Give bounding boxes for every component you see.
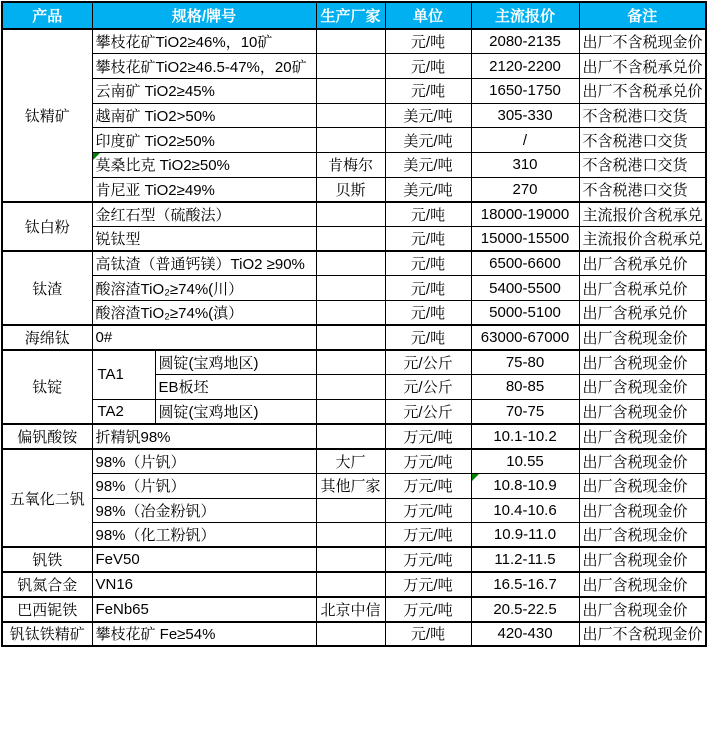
subspec-cell bbox=[155, 399, 316, 424]
price-cell bbox=[471, 622, 579, 647]
table-row bbox=[2, 424, 706, 449]
unit-cell-text: 美元/吨 bbox=[403, 181, 453, 199]
spec-cell-text: 攀枝花矿 Fe≥54% bbox=[95, 626, 216, 644]
price-cell bbox=[471, 572, 579, 597]
unit-cell-text: 万元/吨 bbox=[403, 601, 453, 619]
maker-cell bbox=[316, 622, 385, 647]
price-cell bbox=[471, 54, 579, 79]
comment-flag-icon bbox=[93, 153, 100, 160]
spec-cell-text: 攀枝花矿TiO2≥46%，10矿 bbox=[95, 34, 273, 52]
spec-cell bbox=[92, 547, 316, 572]
note-cell-text: 出厂不含税现金价 bbox=[582, 34, 703, 52]
subspec-cell-text: 圆锭(宝鸡地区) bbox=[158, 355, 259, 373]
note-cell bbox=[579, 276, 706, 301]
price-cell-text: 18000-19000 bbox=[480, 205, 570, 223]
unit-cell bbox=[385, 29, 471, 54]
maker-cell-text: 大厂 bbox=[335, 453, 366, 471]
note-cell-text: 不含税港口交货 bbox=[582, 157, 688, 175]
unit-cell-text: 万元/吨 bbox=[403, 552, 453, 570]
price-cell-text: 10.55 bbox=[506, 452, 544, 470]
spec-cell bbox=[92, 251, 316, 276]
price-cell-text: 16.5-16.7 bbox=[493, 575, 557, 593]
note-cell-text: 主流报价含税承兑 bbox=[582, 231, 703, 249]
product-cell-text: 钒钛铁精矿 bbox=[9, 626, 85, 644]
note-cell-text: 出厂含税现金价 bbox=[582, 502, 688, 520]
unit-cell bbox=[385, 622, 471, 647]
spec-cell bbox=[92, 523, 316, 548]
maker-cell bbox=[316, 547, 385, 572]
unit-cell bbox=[385, 572, 471, 597]
spec-cell-text: VN16 bbox=[95, 575, 134, 593]
spec-cell bbox=[92, 325, 316, 350]
maker-cell bbox=[316, 424, 385, 449]
note-cell-text: 出厂含税现金价 bbox=[582, 355, 688, 373]
maker-cell bbox=[316, 152, 385, 177]
spec-cell bbox=[92, 498, 316, 523]
maker-cell bbox=[316, 251, 385, 276]
note-cell bbox=[579, 473, 706, 498]
spec-cell bbox=[92, 276, 316, 301]
table-row bbox=[2, 622, 706, 647]
spec-cell bbox=[92, 152, 316, 177]
note-cell-text: 出厂含税现金价 bbox=[582, 403, 688, 421]
table-row bbox=[2, 473, 706, 498]
product-cell bbox=[2, 597, 92, 622]
note-cell bbox=[579, 498, 706, 523]
table-row bbox=[2, 152, 706, 177]
price-cell-text: 70-75 bbox=[505, 402, 545, 420]
note-cell-text: 出厂不含税现金价 bbox=[582, 626, 703, 644]
note-cell bbox=[579, 547, 706, 572]
unit-cell bbox=[385, 325, 471, 350]
price-cell bbox=[471, 350, 579, 375]
note-cell bbox=[579, 202, 706, 227]
spec-cell-text: 98%（冶金粉钒） bbox=[95, 502, 216, 520]
product-cell-text: 钛精矿 bbox=[24, 107, 70, 125]
price-table bbox=[1, 1, 707, 647]
product-cell-text: 巴西铌铁 bbox=[17, 601, 78, 619]
unit-cell-text: 美元/吨 bbox=[403, 157, 453, 175]
product-cell-text: 五氧化二钒 bbox=[9, 490, 85, 508]
table-row bbox=[2, 251, 706, 276]
note-cell bbox=[579, 152, 706, 177]
note-cell bbox=[579, 301, 706, 326]
unit-cell-text: 万元/吨 bbox=[403, 576, 453, 594]
unit-cell-text: 美元/吨 bbox=[403, 107, 453, 125]
note-cell bbox=[579, 177, 706, 202]
note-cell-text: 出厂含税现金价 bbox=[582, 330, 688, 348]
spec-cell-text: FeNb65 bbox=[95, 600, 149, 618]
unit-cell-text: 元/吨 bbox=[410, 206, 446, 224]
unit-cell-text: 万元/吨 bbox=[403, 502, 453, 520]
note-cell bbox=[579, 399, 706, 424]
unit-cell-text: 万元/吨 bbox=[403, 478, 453, 496]
unit-cell bbox=[385, 375, 471, 400]
spec-cell-text: 98%（片钒） bbox=[95, 453, 186, 471]
unit-cell bbox=[385, 301, 471, 326]
note-cell bbox=[579, 424, 706, 449]
price-cell-text: / bbox=[522, 131, 528, 149]
maker-cell bbox=[316, 350, 385, 375]
price-cell bbox=[471, 523, 579, 548]
maker-cell-text: 其他厂家 bbox=[320, 478, 381, 496]
unit-cell-text: 美元/吨 bbox=[403, 132, 453, 150]
unit-cell-text: 万元/吨 bbox=[403, 453, 453, 471]
maker-cell-text: 肯梅尔 bbox=[328, 157, 374, 175]
table-row bbox=[2, 54, 706, 79]
price-cell-text: 2080-2135 bbox=[489, 33, 561, 51]
spec-cell-text: 锐钛型 bbox=[95, 231, 141, 249]
price-cell-text: 11.2-11.5 bbox=[494, 551, 556, 569]
price-cell-text: 5000-5100 bbox=[489, 304, 561, 322]
maker-cell bbox=[316, 128, 385, 153]
spec-cell bbox=[92, 301, 316, 326]
maker-cell bbox=[316, 572, 385, 597]
spec-cell bbox=[92, 78, 316, 103]
header-row bbox=[2, 2, 706, 29]
product-cell-text: 钛锭 bbox=[32, 379, 63, 397]
price-cell bbox=[471, 276, 579, 301]
note-cell bbox=[579, 572, 706, 597]
product-cell-text: 钛渣 bbox=[32, 280, 63, 298]
product-cell bbox=[2, 449, 92, 548]
product-cell bbox=[2, 547, 92, 572]
price-cell bbox=[471, 399, 579, 424]
maker-cell bbox=[316, 498, 385, 523]
spec-cell bbox=[92, 572, 316, 597]
table-row bbox=[2, 227, 706, 252]
note-cell-text: 出厂含税现金价 bbox=[582, 453, 688, 471]
unit-cell bbox=[385, 399, 471, 424]
unit-cell-text: 万元/吨 bbox=[403, 428, 453, 446]
unit-cell-text: 元/公斤 bbox=[403, 355, 453, 373]
price-cell-text: 2120-2200 bbox=[489, 57, 561, 75]
maker-cell-text: 贝斯 bbox=[335, 181, 366, 199]
price-cell bbox=[471, 473, 579, 498]
note-cell-text: 出厂不含税承兑价 bbox=[582, 58, 703, 76]
note-cell-text: 出厂含税承兑价 bbox=[582, 305, 688, 323]
price-cell bbox=[471, 251, 579, 276]
product-cell bbox=[2, 622, 92, 647]
spec-cell-text: 莫桑比克 TiO2≥50% bbox=[95, 157, 230, 175]
product-cell bbox=[2, 325, 92, 350]
note-cell-text: 出厂不含税承兑价 bbox=[582, 83, 703, 101]
comment-flag-icon bbox=[472, 474, 479, 481]
note-cell-text: 出厂含税现金价 bbox=[582, 552, 688, 570]
price-cell bbox=[471, 325, 579, 350]
unit-cell-text: 元/吨 bbox=[410, 83, 446, 101]
column-header-note: 备注 bbox=[579, 2, 706, 29]
table-row bbox=[2, 449, 706, 474]
price-cell-text: 15000-15500 bbox=[480, 230, 570, 248]
price-cell-text: 310 bbox=[512, 156, 538, 174]
price-cell bbox=[471, 152, 579, 177]
spec-cell bbox=[92, 622, 316, 647]
note-cell-text: 出厂含税现金价 bbox=[582, 428, 688, 446]
spec-cell bbox=[92, 29, 316, 54]
note-cell bbox=[579, 78, 706, 103]
note-cell bbox=[579, 375, 706, 400]
spec-cell bbox=[92, 128, 316, 153]
maker-cell bbox=[316, 449, 385, 474]
maker-cell bbox=[316, 227, 385, 252]
spec-cell-text: 印度矿 TiO2≥50% bbox=[95, 132, 215, 150]
unit-cell bbox=[385, 597, 471, 622]
price-cell-text: 420-430 bbox=[497, 625, 553, 643]
grade-cell bbox=[92, 399, 155, 424]
table-row bbox=[2, 350, 706, 375]
note-cell bbox=[579, 325, 706, 350]
product-cell bbox=[2, 202, 92, 251]
product-cell bbox=[2, 29, 92, 202]
table-row bbox=[2, 597, 706, 622]
maker-cell bbox=[316, 202, 385, 227]
unit-cell bbox=[385, 54, 471, 79]
note-cell bbox=[579, 251, 706, 276]
unit-cell-text: 元/吨 bbox=[410, 330, 446, 348]
table-row bbox=[2, 276, 706, 301]
price-cell-text: 10.9-11.0 bbox=[493, 526, 557, 544]
maker-cell bbox=[316, 597, 385, 622]
maker-cell bbox=[316, 103, 385, 128]
unit-cell bbox=[385, 547, 471, 572]
price-cell-text: 63000-67000 bbox=[480, 329, 570, 347]
price-cell bbox=[471, 128, 579, 153]
subspec-cell bbox=[155, 375, 316, 400]
price-cell bbox=[471, 449, 579, 474]
spec-cell bbox=[92, 424, 316, 449]
price-cell bbox=[471, 202, 579, 227]
table-row bbox=[2, 498, 706, 523]
price-cell-text: 10.4-10.6 bbox=[493, 501, 557, 519]
table-row bbox=[2, 103, 706, 128]
spec-cell bbox=[92, 227, 316, 252]
column-header-price: 主流报价 bbox=[471, 2, 579, 29]
product-cell bbox=[2, 251, 92, 325]
product-cell-text: 钛白粉 bbox=[24, 219, 70, 236]
unit-cell-text: 元/公斤 bbox=[403, 379, 453, 397]
unit-cell-text: 元/吨 bbox=[410, 58, 446, 76]
spec-cell-text: 折精钒98% bbox=[95, 428, 171, 446]
price-cell-text: 80-85 bbox=[505, 378, 545, 396]
table-row bbox=[2, 78, 706, 103]
maker-cell bbox=[316, 523, 385, 548]
note-cell-text: 出厂含税现金价 bbox=[582, 527, 688, 545]
note-cell-text: 出厂含税现金价 bbox=[582, 601, 688, 619]
note-cell bbox=[579, 350, 706, 375]
price-cell bbox=[471, 103, 579, 128]
spec-cell-text: 越南矿 TiO2>50% bbox=[95, 107, 216, 125]
note-cell-text: 出厂含税承兑价 bbox=[582, 256, 688, 274]
price-cell-text: 10.1-10.2 bbox=[493, 427, 557, 445]
note-cell bbox=[579, 128, 706, 153]
price-cell bbox=[471, 78, 579, 103]
price-cell bbox=[471, 227, 579, 252]
price-cell bbox=[471, 177, 579, 202]
maker-cell-text: 北京中信 bbox=[320, 601, 381, 619]
unit-cell-text: 元/公斤 bbox=[403, 403, 453, 421]
table-row bbox=[2, 547, 706, 572]
table-row bbox=[2, 399, 706, 424]
spec-cell-text: 高钛渣（普通钙镁）TiO2 ≥90% bbox=[95, 256, 305, 274]
product-cell-text: 海绵钛 bbox=[24, 330, 70, 348]
price-cell bbox=[471, 29, 579, 54]
note-cell bbox=[579, 54, 706, 79]
product-cell-text: 钒氮合金 bbox=[17, 576, 78, 594]
grade-cell-text: TA2 bbox=[97, 402, 124, 420]
product-cell-text: 偏钒酸铵 bbox=[17, 428, 78, 446]
table-row bbox=[2, 523, 706, 548]
spec-cell-text: 98%（片钒） bbox=[95, 478, 186, 496]
table-body bbox=[2, 29, 706, 646]
unit-cell bbox=[385, 152, 471, 177]
unit-cell bbox=[385, 498, 471, 523]
note-cell-text: 出厂含税承兑价 bbox=[582, 280, 688, 298]
note-cell-text: 主流报价含税承兑 bbox=[582, 206, 703, 224]
price-cell-text: 305-330 bbox=[497, 106, 553, 124]
subspec-cell-text: EB板坯 bbox=[158, 379, 209, 397]
product-cell bbox=[2, 572, 92, 597]
column-header-manufacturer: 生产厂家 bbox=[316, 2, 385, 29]
maker-cell bbox=[316, 301, 385, 326]
unit-cell bbox=[385, 128, 471, 153]
spec-cell bbox=[92, 473, 316, 498]
note-cell-text: 不含税港口交货 bbox=[582, 132, 688, 150]
unit-cell bbox=[385, 251, 471, 276]
note-cell bbox=[579, 227, 706, 252]
unit-cell-text: 元/吨 bbox=[410, 280, 446, 298]
note-cell bbox=[579, 622, 706, 647]
column-header-product: 产品 bbox=[2, 2, 92, 29]
spec-cell-text: 攀枝花矿TiO2≥46.5-47%，20矿 bbox=[95, 58, 307, 76]
unit-cell bbox=[385, 276, 471, 301]
spec-cell-text: 酸溶渣TiO₂≥74%(川） bbox=[95, 280, 244, 298]
maker-cell bbox=[316, 29, 385, 54]
note-cell-text: 不含税港口交货 bbox=[582, 107, 688, 125]
table-row bbox=[2, 128, 706, 153]
spec-cell bbox=[92, 54, 316, 79]
price-cell bbox=[471, 498, 579, 523]
table-row bbox=[2, 572, 706, 597]
spec-cell bbox=[92, 103, 316, 128]
note-cell bbox=[579, 103, 706, 128]
spec-cell-text: 0# bbox=[95, 329, 113, 347]
unit-cell-text: 万元/吨 bbox=[403, 527, 453, 545]
unit-cell bbox=[385, 177, 471, 202]
note-cell bbox=[579, 523, 706, 548]
maker-cell bbox=[316, 54, 385, 79]
price-cell bbox=[471, 547, 579, 572]
price-cell bbox=[471, 424, 579, 449]
subspec-cell-text: 圆锭(宝鸡地区) bbox=[158, 403, 259, 421]
unit-cell-text: 元/吨 bbox=[410, 305, 446, 323]
unit-cell bbox=[385, 202, 471, 227]
spec-cell-text: 金红石型（硫酸法） bbox=[95, 206, 231, 224]
spec-cell-text: FeV50 bbox=[95, 551, 140, 569]
note-cell-text: 不含税港口交货 bbox=[582, 181, 688, 199]
unit-cell-text: 元/吨 bbox=[410, 34, 446, 52]
maker-cell bbox=[316, 325, 385, 350]
unit-cell bbox=[385, 523, 471, 548]
product-cell-text: 钒铁 bbox=[32, 552, 63, 570]
spec-cell-text: 酸溶渣TiO₂≥74%(滇） bbox=[95, 305, 244, 323]
maker-cell bbox=[316, 375, 385, 400]
price-cell-text: 1650-1750 bbox=[489, 82, 561, 100]
note-cell bbox=[579, 29, 706, 54]
price-cell bbox=[471, 301, 579, 326]
unit-cell bbox=[385, 449, 471, 474]
unit-cell-text: 元/吨 bbox=[410, 256, 446, 274]
spec-cell bbox=[92, 202, 316, 227]
unit-cell bbox=[385, 350, 471, 375]
price-cell-text: 6500-6600 bbox=[489, 255, 561, 273]
spec-cell-text: 98%（化工粉钒） bbox=[95, 527, 216, 545]
table-row bbox=[2, 202, 706, 227]
spec-cell-text: 肯尼亚 TiO2≥49% bbox=[95, 181, 215, 199]
unit-cell bbox=[385, 227, 471, 252]
note-cell bbox=[579, 449, 706, 474]
unit-cell bbox=[385, 424, 471, 449]
price-cell-text: 75-80 bbox=[505, 354, 545, 372]
maker-cell bbox=[316, 276, 385, 301]
maker-cell bbox=[316, 473, 385, 498]
note-cell-text: 出厂含税现金价 bbox=[582, 379, 688, 397]
table-row bbox=[2, 301, 706, 326]
spec-cell bbox=[92, 177, 316, 202]
maker-cell bbox=[316, 399, 385, 424]
price-cell-text: 5400-5500 bbox=[489, 279, 561, 297]
maker-cell bbox=[316, 78, 385, 103]
column-header-spec: 规格/牌号 bbox=[92, 2, 316, 29]
column-header-unit: 单位 bbox=[385, 2, 471, 29]
subspec-cell bbox=[155, 350, 316, 375]
price-cell-text: 10.8-10.9 bbox=[493, 477, 557, 495]
spec-cell bbox=[92, 597, 316, 622]
note-cell bbox=[579, 597, 706, 622]
unit-cell bbox=[385, 78, 471, 103]
note-cell-text: 出厂含税现金价 bbox=[582, 478, 688, 496]
table-row bbox=[2, 29, 706, 54]
price-cell-text: 270 bbox=[512, 180, 538, 198]
spec-cell-text: 云南矿 TiO2≥45% bbox=[95, 83, 215, 101]
unit-cell-text: 元/吨 bbox=[410, 231, 446, 249]
grade-cell bbox=[92, 350, 155, 399]
price-cell bbox=[471, 597, 579, 622]
grade-cell-text: TA1 bbox=[97, 366, 124, 384]
spec-cell bbox=[92, 449, 316, 474]
note-cell-text: 出厂含税现金价 bbox=[582, 576, 688, 594]
price-cell-text: 20.5-22.5 bbox=[493, 600, 557, 618]
product-cell bbox=[2, 424, 92, 449]
table-row bbox=[2, 325, 706, 350]
unit-cell-text: 元/吨 bbox=[410, 626, 446, 644]
maker-cell bbox=[316, 177, 385, 202]
product-cell bbox=[2, 350, 92, 424]
unit-cell bbox=[385, 473, 471, 498]
price-cell bbox=[471, 375, 579, 400]
table-row bbox=[2, 177, 706, 202]
unit-cell bbox=[385, 103, 471, 128]
